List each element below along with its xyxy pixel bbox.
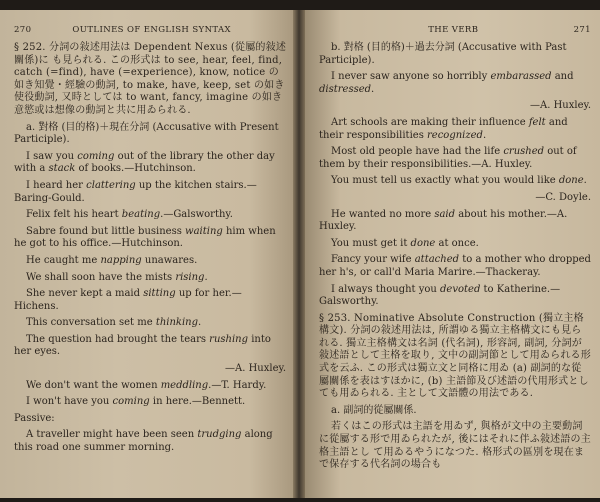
- left-example: Sabre found but little business waiting him when he got to his office.—Hutchinson.: [14, 225, 276, 250]
- left-examples-2: [14, 380, 286, 409]
- example-attached: Fancy your wife attached to a mother who dropped her h's, or call'd Maria Marire.—Thackeray.: [319, 254, 591, 278]
- example-said: He wanted no more said about his mother.—A. Huxley.: [319, 208, 568, 233]
- example-embarassed: I never saw anyone so horribly embarassed and distressed.: [319, 71, 574, 95]
- right-page: [305, 10, 600, 498]
- example-felt: Art schools are making their influence felt and their responsibilities recognized.: [319, 116, 568, 141]
- source-huxley: —A. Huxley.: [225, 363, 286, 375]
- left-example: He caught me napping unawares.: [26, 254, 198, 266]
- left-running-title: OUTLINES OF ENGLISH SYNTAX: [72, 25, 231, 35]
- left-example: Felix felt his heart beating.—Galsworthy.: [26, 209, 233, 221]
- passive-example: A traveller might have been seen trudging along this road one summer morning.: [14, 429, 273, 454]
- source-doyle: —C. Doyle.: [535, 191, 591, 203]
- passive-label: Passive:: [14, 412, 55, 424]
- left2-example: We don't want the women meddling.—T. Hardy.: [26, 379, 267, 391]
- left-example: We shall soon have the mists rising.: [26, 271, 208, 283]
- section-252-intro: § 252. 分詞の敍述用法は Dependent Nexus (從屬的敍述關係)に も見られる. この形式は to see, hear, feel, find, catch (=find), have (=experience), know, notice の如き知覺・經驗の動詞, to make, have, keep, set の如き使役動詞, 又時としては to want, fancy, imagine の如き意慾或は想像の動詞と共に用ゐられる.: [14, 42, 287, 116]
- subhead-b: b. 對格 (目的格)＋過去分詞 (Accusative with Past Participle).: [319, 42, 567, 66]
- example-done-2: You must get it done at once.: [331, 237, 479, 249]
- example-devoted: I always thought you devoted to Katherine.—Galsworthy.: [319, 283, 561, 308]
- left2-example: I won't have you coming in here.—Bennett.: [26, 396, 246, 408]
- example-done: You must tell us exactly what you would like done.: [331, 175, 587, 187]
- subhead-a2: a. 副詞的從屬關係.: [331, 404, 417, 416]
- left-example: I saw you coming out of the library the other day with a stack of books.—Hutchinson.: [14, 150, 275, 175]
- source-huxley-2: —A. Huxley.: [530, 100, 591, 112]
- section-253: § 253. Nominative Absolute Construction (獨立主格構文). 分詞の敍述用法は, 所謂ゆる獨立主格構文にも見られる. 獨立主格構文は名詞 (代名詞), 形容詞, 副詞, 分詞が敍述語として主格を取り, 文中の副詞節として用ゐられる形式を云ふ. この形式は獨立文と同格に用ゐ (a) 副詞的な從屬關係を表はすほかに, (b) 主語節及び述語の代用形式としても用ゐられる. 主として文語體の用法である.: [319, 312, 591, 400]
- left-page: [0, 10, 293, 498]
- subhead-a: a. 對格 (目的格)＋現在分詞 (Accusative with Present Participle).: [14, 121, 279, 146]
- left-examples: [14, 151, 286, 359]
- left-example: I heard her clattering up the kitchen stairs.—Baring-Gould.: [14, 179, 257, 204]
- right-running-title: THE VERB: [428, 25, 479, 35]
- left-example: This conversation set me thinking.: [26, 317, 202, 329]
- section-253-tail: 若くはこの形式は主語を用ゐず, 與格が文中の主要動詞に從屬する形で用ゐられたが, 後にはそれに伴ふ敍述語の主格主語とし て用ゐるやうになつた. 格形式の區別を現在まで保存する代名詞の場合も: [319, 421, 591, 471]
- left-example: She never kept a maid sitting up for her.—Hichens.: [14, 288, 242, 312]
- example-crushed: Most old people have had the life crushed out of them by their responsibilities.—A. Huxley.: [319, 146, 577, 170]
- right-page-number: 271: [573, 25, 591, 35]
- left-example: The question had brought the tears rushing into her eyes.: [14, 333, 271, 358]
- right-running-head: [319, 24, 591, 36]
- book-gutter: [293, 10, 305, 498]
- left-page-number: 270: [14, 25, 32, 35]
- left-running-head: [14, 24, 286, 36]
